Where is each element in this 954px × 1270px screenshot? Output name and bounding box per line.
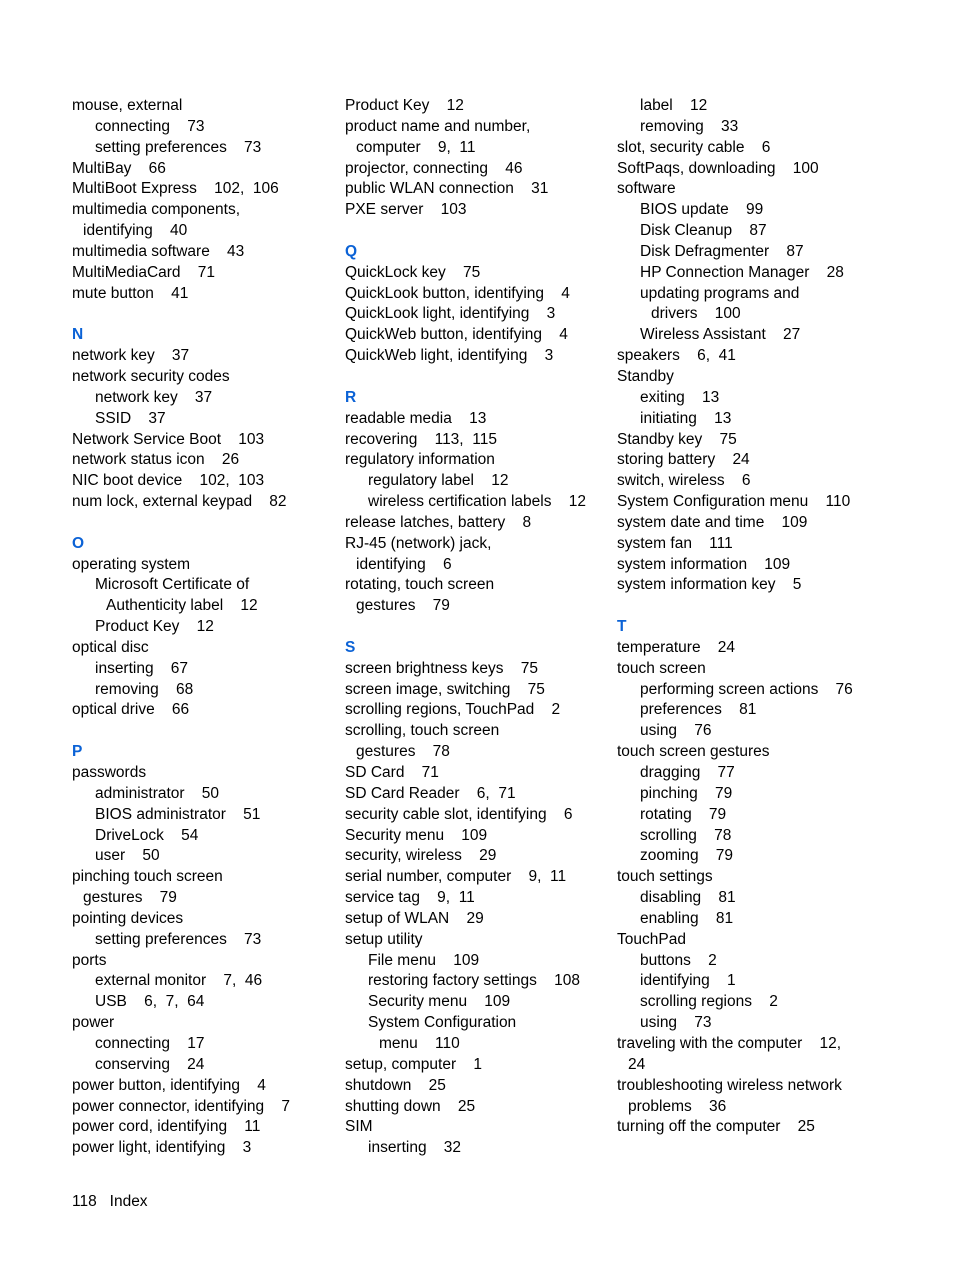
index-entry: network security codes	[72, 367, 230, 385]
index-entry: troubleshooting wireless network	[617, 1076, 842, 1094]
index-entry: MultiBoot Express 102, 106	[72, 180, 279, 198]
index-entry: power cord, identifying 11	[72, 1118, 261, 1136]
index-entry: QuickWeb light, identifying 3	[345, 347, 554, 365]
section-spacer	[72, 721, 334, 742]
index-subentry: drivers 100	[651, 305, 741, 323]
index-entry: pinching touch screen	[72, 868, 223, 886]
index-subentry: enabling 81	[640, 909, 734, 927]
index-subentry: network key 37	[95, 388, 213, 406]
index-entry: Standby key 75	[617, 430, 737, 448]
index-entry: touch settings	[617, 868, 713, 886]
index-subentry: Product Key 12	[95, 618, 214, 636]
index-entry: System Configuration menu 110	[617, 493, 851, 511]
index-entry: QuickLock key 75	[345, 263, 481, 281]
index-subentry: using 76	[640, 722, 712, 740]
section-spacer	[345, 221, 607, 242]
index-subentry: using 73	[640, 1014, 712, 1032]
index-entry: power	[72, 1014, 115, 1032]
index-entry: multimedia components,	[72, 201, 240, 219]
index-subentry: Disk Defragmenter 87	[640, 242, 804, 260]
index-entry: traveling with the computer 12,	[617, 1034, 842, 1052]
index-entry: Security menu 109	[345, 826, 488, 844]
index-entry: system date and time 109	[617, 513, 808, 531]
index-entry: product name and number,	[345, 117, 531, 135]
index-subentry: System Configuration	[368, 1014, 517, 1032]
index-entry: identifying 40	[83, 222, 188, 240]
index-entry: QuickLook button, identifying 4	[345, 284, 570, 302]
index-subentry: restoring factory settings 108	[368, 972, 580, 990]
index-entry: security, wireless 29	[345, 847, 497, 865]
section-letter-heading: R	[345, 388, 357, 406]
index-subentry: identifying 1	[640, 972, 736, 990]
index-entry: security cable slot, identifying 6	[345, 805, 573, 823]
index-entry: serial number, computer 9, 11	[345, 868, 567, 886]
index-entry: gestures 78	[356, 743, 450, 761]
index-subentry: Authenticity label 12	[106, 597, 258, 615]
index-subentry: HP Connection Manager 28	[640, 263, 844, 281]
index-entry: setup of WLAN 29	[345, 909, 484, 927]
index-entry: shutting down 25	[345, 1097, 476, 1115]
index-entry: recovering 113, 115	[345, 430, 497, 448]
footer-section-title: Index	[109, 1193, 148, 1210]
index-subentry: external monitor 7, 46	[95, 972, 263, 990]
index-subentry: removing 33	[640, 117, 739, 135]
index-entry: computer 9, 11	[356, 138, 476, 156]
index-entry: SD Card Reader 6, 71	[345, 784, 516, 802]
index-entry: identifying 6	[356, 555, 452, 573]
index-entry: QuickLook light, identifying 3	[345, 305, 556, 323]
index-entry: pointing devices	[72, 909, 184, 927]
index-entry: SIM	[345, 1118, 373, 1136]
index-subentry: File menu 109	[368, 951, 480, 969]
index-entry: regulatory information	[345, 451, 495, 469]
index-entry: 24	[628, 1055, 646, 1073]
section-letter-heading: T	[617, 618, 627, 636]
section-spacer	[617, 596, 879, 617]
index-entry: screen image, switching 75	[345, 680, 545, 698]
index-entry: ports	[72, 951, 107, 969]
index-subentry: pinching 79	[640, 784, 733, 802]
index-entry: passwords	[72, 764, 147, 781]
index-subentry: DriveLock 54	[95, 826, 199, 844]
index-entry: SD Card 71	[345, 764, 439, 781]
index-entry: system information 109	[617, 555, 791, 573]
index-entry: MultiMediaCard 71	[72, 263, 216, 281]
index-subentry: performing screen actions 76	[640, 680, 853, 698]
index-subentry: updating programs and	[640, 284, 800, 302]
index-subentry: connecting 73	[95, 117, 205, 135]
index-entry: software	[617, 180, 676, 198]
index-subentry: Security menu 109	[368, 993, 511, 1011]
section-spacer	[345, 367, 607, 388]
index-subentry: exiting 13	[640, 388, 720, 406]
section-letter-heading: P	[72, 743, 83, 761]
index-subentry: preferences 81	[640, 701, 757, 719]
index-subentry: administrator 50	[95, 784, 220, 802]
index-subentry: initiating 13	[640, 409, 732, 427]
index-entry: release latches, battery 8	[345, 513, 532, 531]
index-entry: operating system	[72, 555, 191, 573]
index-entry: temperature 24	[617, 638, 736, 656]
index-subentry: SSID 37	[95, 409, 166, 427]
index-entry: power button, identifying 4	[72, 1076, 266, 1094]
index-subentry: conserving 24	[95, 1055, 205, 1073]
index-subentry: regulatory label 12	[368, 472, 509, 490]
index-subentry: Disk Cleanup 87	[640, 222, 767, 240]
index-subentry: inserting 32	[368, 1139, 462, 1157]
page-footer	[72, 1192, 148, 1212]
index-entry: power connector, identifying 7	[72, 1097, 290, 1115]
index-subentry: user 50	[95, 847, 160, 865]
index-entry: optical drive 66	[72, 701, 190, 719]
index-subentry: Microsoft Certificate of	[95, 576, 250, 594]
index-entry: power light, identifying 3	[72, 1139, 252, 1157]
section-spacer	[72, 304, 334, 325]
index-subentry: setting preferences 73	[95, 930, 262, 948]
index-subentry: label 12	[640, 97, 708, 114]
section-letter-heading: S	[345, 638, 356, 656]
index-entry: readable media 13	[345, 409, 487, 427]
index-entry: turning off the computer 25	[617, 1118, 815, 1136]
section-letter-heading: Q	[345, 242, 358, 260]
index-subentry: BIOS update 99	[640, 201, 764, 219]
index-entry: scrolling regions, TouchPad 2	[345, 701, 561, 719]
index-subentry: rotating 79	[640, 805, 727, 823]
index-entry: QuickWeb button, identifying 4	[345, 326, 568, 344]
index-column-2	[345, 96, 607, 1159]
index-entry: mouse, external	[72, 97, 183, 114]
index-entry: speakers 6, 41	[617, 347, 736, 365]
index-entry: Product Key 12	[345, 97, 464, 114]
index-entry: SoftPaqs, downloading 100	[617, 159, 819, 177]
index-entry: shutdown 25	[345, 1076, 446, 1094]
index-entry: scrolling, touch screen	[345, 722, 500, 740]
index-entry: MultiBay 66	[72, 159, 166, 177]
index-entry: gestures 79	[356, 597, 450, 615]
index-subentry: BIOS administrator 51	[95, 805, 261, 823]
index-entry: system information key 5	[617, 576, 802, 594]
index-entry: multimedia software 43	[72, 242, 245, 260]
index-subentry: disabling 81	[640, 889, 736, 907]
index-entry: projector, connecting 46	[345, 159, 523, 177]
index-subentry: menu 110	[379, 1034, 460, 1052]
index-entry: Standby	[617, 367, 674, 385]
index-subentry: connecting 17	[95, 1034, 205, 1052]
index-subentry: buttons 2	[640, 951, 717, 969]
index-entry: problems 36	[628, 1097, 727, 1115]
index-subentry: zooming 79	[640, 847, 734, 865]
index-subentry: dragging 77	[640, 764, 735, 781]
index-entry: PXE server 103	[345, 201, 467, 219]
section-spacer	[72, 513, 334, 534]
index-entry: num lock, external keypad 82	[72, 493, 287, 511]
index-entry: touch screen gestures	[617, 743, 770, 761]
index-subentry: inserting 67	[95, 659, 189, 677]
index-entry: NIC boot device 102, 103	[72, 472, 265, 490]
index-column-1	[72, 96, 334, 1159]
index-entry: touch screen	[617, 659, 706, 677]
index-entry: mute button 41	[72, 284, 189, 302]
index-entry: service tag 9, 11	[345, 889, 475, 907]
index-column-3	[617, 96, 879, 1138]
index-subentry: scrolling regions 2	[640, 993, 778, 1011]
index-subentry: wireless certification labels 12	[368, 493, 586, 511]
index-entry: optical disc	[72, 638, 149, 656]
index-entry: network key 37	[72, 347, 190, 365]
index-subentry: Wireless Assistant 27	[640, 326, 801, 344]
index-subentry: removing 68	[95, 680, 194, 698]
section-letter-heading: N	[72, 326, 84, 344]
index-entry: system fan 111	[617, 534, 733, 552]
index-entry: RJ-45 (network) jack,	[345, 534, 492, 552]
index-entry: switch, wireless 6	[617, 472, 751, 490]
index-entry: slot, security cable 6	[617, 138, 771, 156]
section-letter-heading: O	[72, 534, 85, 552]
index-entry: screen brightness keys 75	[345, 659, 538, 677]
page-number: 118	[72, 1193, 97, 1210]
index-entry: rotating, touch screen	[345, 576, 495, 594]
index-entry: public WLAN connection 31	[345, 180, 549, 198]
section-spacer	[345, 617, 607, 638]
index-entry: gestures 79	[83, 889, 177, 907]
index-entry: setup utility	[345, 930, 423, 948]
index-entry: network status icon 26	[72, 451, 240, 469]
index-entry: Network Service Boot 103	[72, 430, 265, 448]
index-subentry: USB 6, 7, 64	[95, 993, 205, 1011]
index-entry: setup, computer 1	[345, 1055, 482, 1073]
index-subentry: scrolling 78	[640, 826, 732, 844]
index-entry: storing battery 24	[617, 451, 750, 469]
index-subentry: setting preferences 73	[95, 138, 262, 156]
index-entry: TouchPad	[617, 930, 686, 948]
